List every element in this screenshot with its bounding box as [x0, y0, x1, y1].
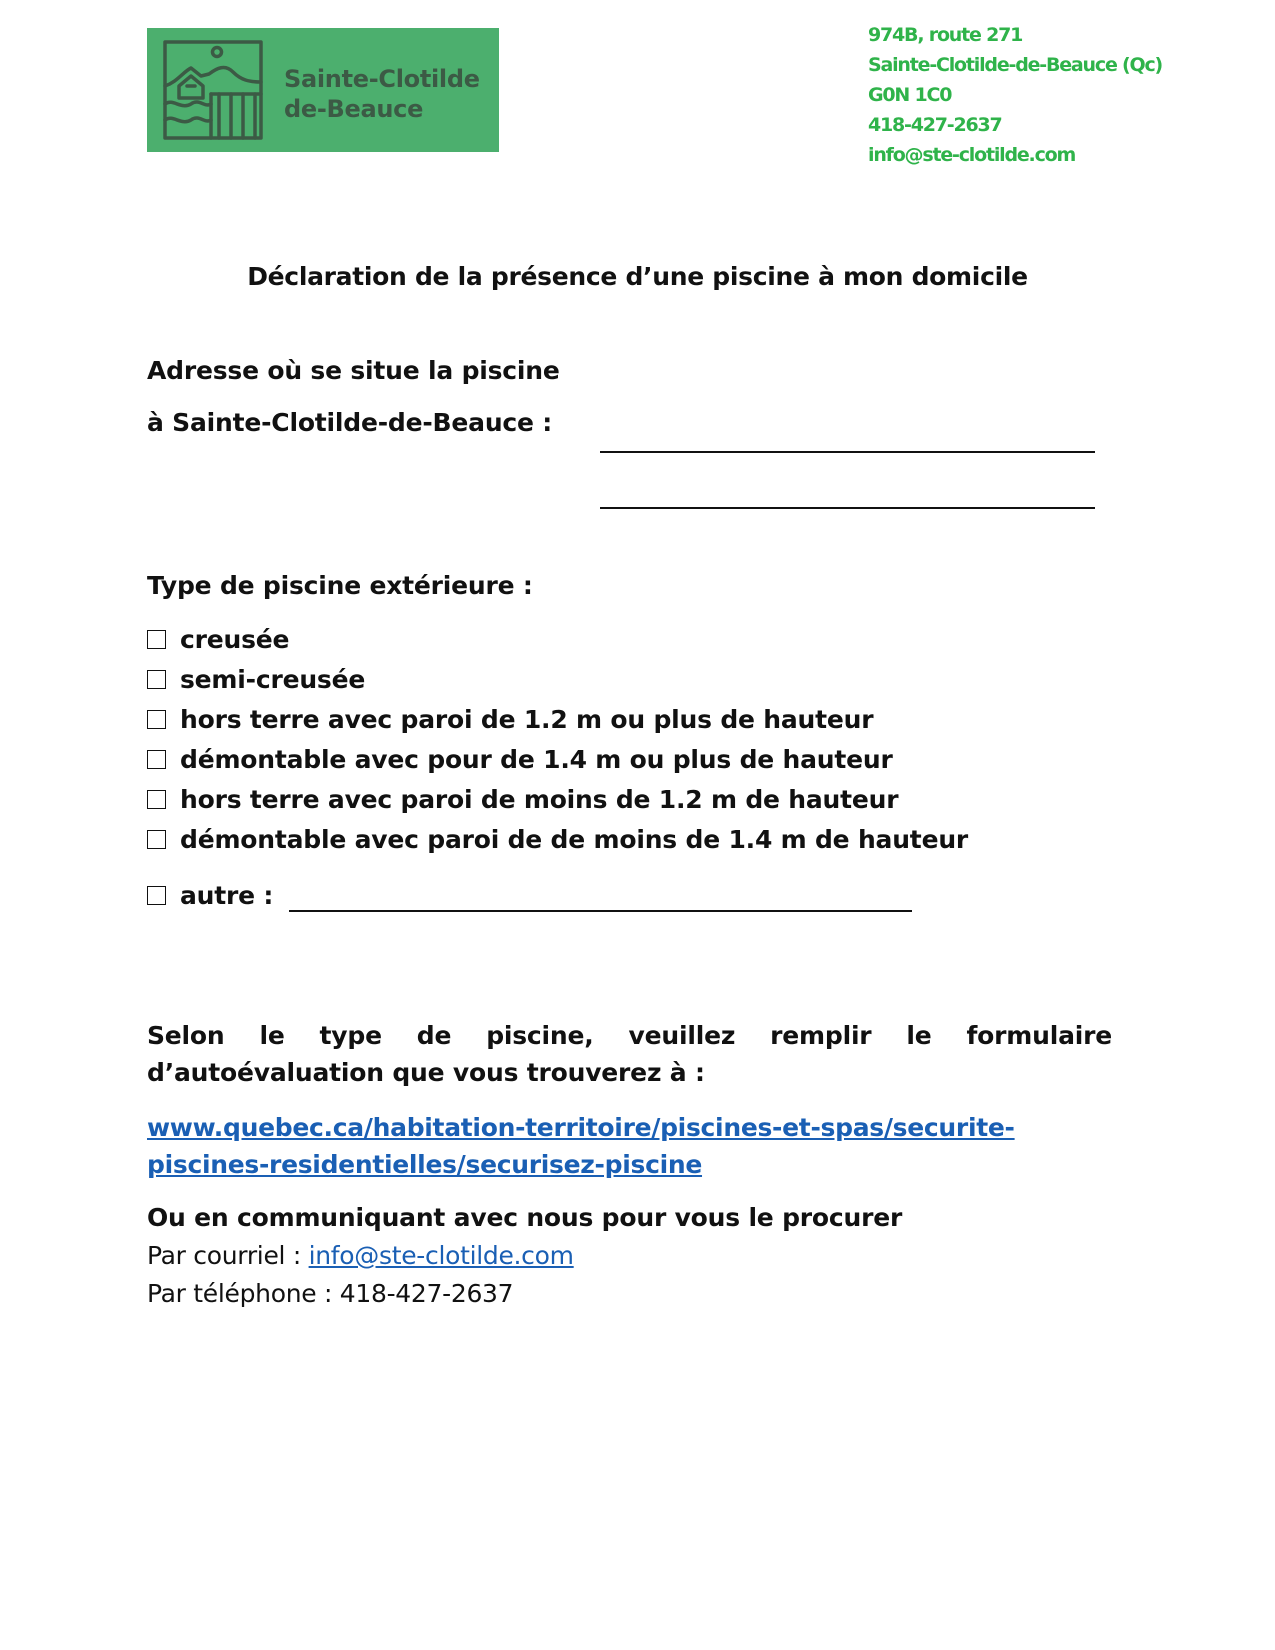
- pool-type-option[interactable]: [147, 665, 365, 694]
- pool-type-option[interactable]: [147, 785, 898, 814]
- contact-city: Sainte-Clotilde-de-Beauce (Qc): [868, 54, 1163, 76]
- contact-address: 974B, route 271: [868, 24, 1023, 46]
- checkbox[interactable]: [147, 710, 166, 729]
- pool-type-option[interactable]: [147, 625, 289, 654]
- municipality-logo: [147, 28, 499, 152]
- option-label: semi-creusée: [180, 665, 366, 694]
- email-link[interactable]: info@ste-clotilde.com: [308, 1241, 574, 1270]
- checkbox[interactable]: [147, 886, 166, 905]
- option-label: hors terre avec paroi de 1.2 m ou plus de hauteur: [180, 705, 874, 734]
- contact-block: [868, 20, 1162, 170]
- instructions-paragraph: Selon le type de piscine, veuillez remplir le formulaire d’autoévaluation que vous trouverez à :: [147, 1021, 1112, 1087]
- address-label-line1: Adresse où se situe la piscine: [147, 356, 560, 385]
- address-field-line2[interactable]: [600, 507, 1095, 509]
- phone-line: Par téléphone : 418-427-2637: [147, 1279, 514, 1308]
- email-line: [147, 1241, 574, 1270]
- option-label: démontable avec paroi de de moins de 1.4 m de hauteur: [180, 825, 969, 854]
- email-label: Par courriel :: [147, 1241, 309, 1270]
- other-field[interactable]: [289, 910, 912, 912]
- logo-wordmark: [284, 64, 480, 124]
- link-line2[interactable]: piscines-residentielles/securisez-piscine: [147, 1150, 703, 1179]
- pool-type-heading: Type de piscine extérieure :: [147, 571, 533, 600]
- contact-email: info@ste-clotilde.com: [868, 144, 1076, 166]
- other-label: autre :: [180, 881, 274, 910]
- self-assessment-link[interactable]: [147, 1109, 1147, 1183]
- option-label: hors terre avec paroi de moins de 1.2 m de hauteur: [180, 785, 899, 814]
- pool-type-option[interactable]: [147, 745, 893, 774]
- logo-name-line2: de-Beauce: [284, 95, 424, 123]
- address-label-line2: à Sainte-Clotilde-de-Beauce :: [147, 408, 553, 437]
- checkbox[interactable]: [147, 750, 166, 769]
- pool-type-other-option[interactable]: [147, 881, 273, 910]
- option-label: démontable avec pour de 1.4 m ou plus de hauteur: [180, 745, 893, 774]
- checkbox[interactable]: [147, 790, 166, 809]
- contact-postal-code: G0N 1C0: [868, 84, 952, 106]
- option-label: creusée: [180, 625, 290, 654]
- checkbox[interactable]: [147, 830, 166, 849]
- pool-type-option[interactable]: [147, 825, 968, 854]
- checkbox[interactable]: [147, 670, 166, 689]
- logo-name-line1: Sainte-Clotilde: [284, 65, 480, 93]
- contact-phone: 418-427-2637: [868, 114, 1002, 136]
- address-field-line1[interactable]: [600, 451, 1095, 453]
- checkbox[interactable]: [147, 630, 166, 649]
- pool-type-option[interactable]: [147, 705, 873, 734]
- contact-us-heading: Ou en communiquant avec nous pour vous le procurer: [147, 1203, 903, 1232]
- village-landscape-icon: [161, 38, 273, 142]
- document-title: Déclaration de la présence d’une piscine à mon domicile: [247, 262, 1028, 291]
- link-line1[interactable]: www.quebec.ca/habitation-territoire/piscines-et-spas/securite-: [147, 1113, 1015, 1142]
